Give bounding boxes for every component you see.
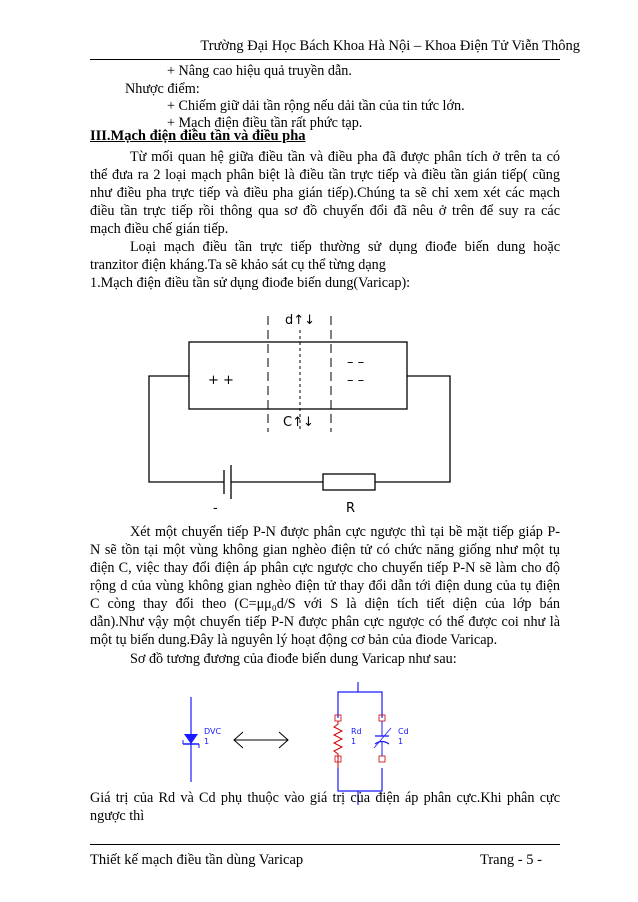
depletion-width-label: d↑↓ (285, 313, 316, 328)
footer-rule (90, 844, 560, 845)
paragraph-line: như điều pha trực tiếp và điều pha gián tiếp).Chúng ta sẽ chỉ xem xét các mạch (90, 185, 560, 201)
rd-name-label: Rd (351, 727, 362, 736)
footer-title: Thiết kế mạch điều tần dùng Varicap (90, 852, 304, 868)
paragraph-line: Giá trị của Rd và Cd phụ thuộc vào giá trị của điện áp phân cực.Khi phân cực (90, 790, 560, 806)
cd-name-label: Cd (398, 727, 409, 736)
text-line: + Mạch điện điều tần rất phức tạp. (167, 115, 363, 131)
dvc-number-label: 1 (204, 737, 210, 746)
page-header: Trường Đại Học Bách Khoa Hà Nội – Khoa Điện Tử Viễn Thông (200, 38, 580, 54)
cd-number-label: 1 (398, 737, 404, 746)
paragraph-line: Xét một chuyển tiếp P-N được phân cực ngược thì tại bề mặt tiếp giáp P- (130, 524, 560, 540)
p-side-charge-label: + + (208, 373, 234, 388)
paragraph-line: rộng d của vùng không gian nghèo điện tử thay đổi dẫn tới điện dung của tụ điện (90, 578, 560, 594)
paragraph-line: điều tần trực tiếp rồi thông qua sơ đồ chuyển đổi đã nêu ở trên để suy ra các (90, 203, 560, 219)
paragraph-line: Loại mạch điều tần trực tiếp thường sử dụng điođe biến dung hoặc (130, 239, 560, 255)
paragraph-line: một tụ biến dung.Đây là nguyên lý hoạt động cơ bản của điode Varicap. (90, 632, 498, 648)
paragraph-line: dẫn).Như vậy một chuyển tiếp P-N được phân cực ngược có thể được coi như là (90, 614, 560, 630)
paragraph-line: ngược thì (90, 808, 145, 824)
paragraph-line: thể đưa ra 2 loại mạch phân biệt là điều tần trực tiếp và điều tần gián tiếp( cũng (90, 167, 560, 183)
paragraph-line: tranzitor điện kháng.Ta sẽ khảo sát cụ thể từng dạng (90, 257, 386, 273)
paragraph-line: mạch điều chế gián tiếp. (90, 221, 229, 237)
paragraph-line: C còng thay đổi theo (C=μμ₀d/S với S là diện tích tiết diện của lớp bán (90, 596, 560, 612)
paragraph-line: Từ mối quan hệ giữa điều tần và điều pha đã được phân tích ở trên ta có (130, 149, 560, 165)
n-side-charge-label: – – (347, 373, 365, 388)
section-heading: III.Mạch điện điều tần và điều pha (90, 128, 306, 144)
paragraph-line: điện C, việc thay đổi điện áp phân cực ngược cho chuyển tiếp P-N sẽ làm cho độ (90, 560, 560, 576)
paragraph-line: N sẽ tồn tại một vùng không gian nghèo điện tử có chức năng giống như một tụ (90, 542, 560, 558)
battery-sign-label: - (213, 501, 218, 516)
subsection-title: 1.Mạch điện điều tần sử dụng điođe biến dung(Varicap): (90, 275, 411, 291)
rd-number-label: 1 (351, 737, 357, 746)
paragraph-line: Sơ đồ tương đương của điođe biến dung Varicap như sau: (130, 651, 457, 667)
capacitance-label: C↑↓ (283, 415, 314, 430)
text-line: Nhược điểm: (125, 81, 200, 97)
diode-icon (184, 734, 198, 744)
resistor-label: R (346, 501, 356, 516)
n-side-charge-label: – – (347, 355, 365, 370)
text-line: + Nâng cao hiệu quả truyền dẫn. (167, 63, 352, 79)
text-line: + Chiếm giữ dải tần rộng nếu dải tần của tin tức lớn. (167, 98, 465, 114)
page-number: Trang - 5 - (480, 852, 542, 868)
dvc-name-label: DVC (204, 727, 222, 736)
